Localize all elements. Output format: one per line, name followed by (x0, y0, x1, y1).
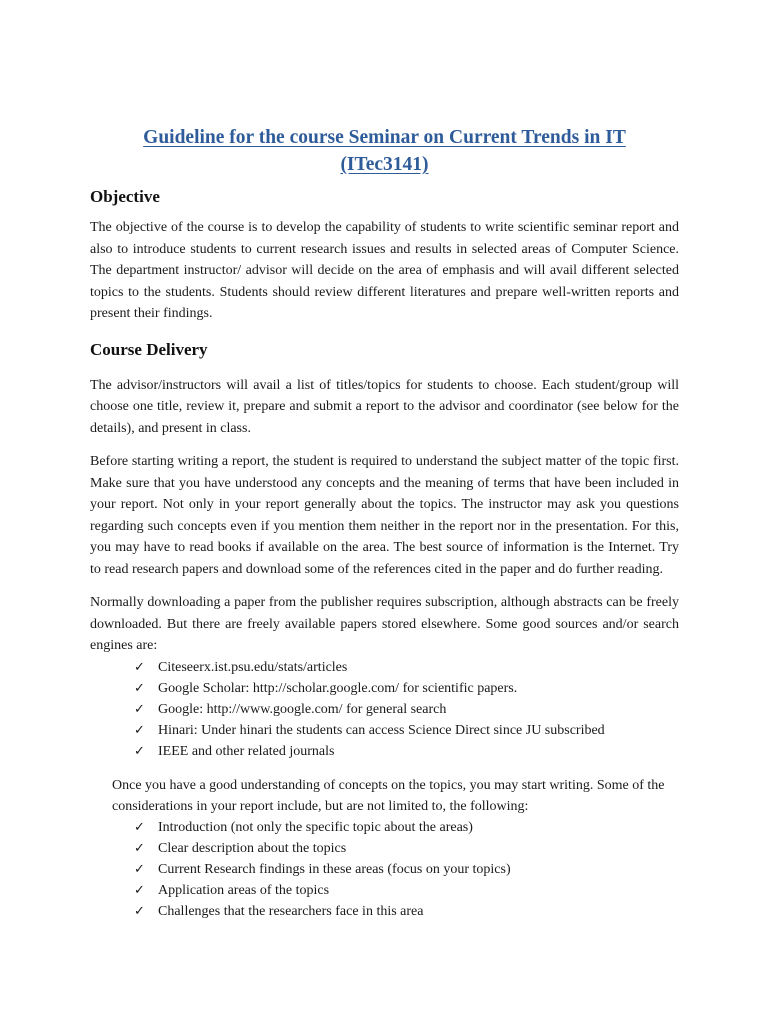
checkmark-icon: ✓ (134, 903, 145, 919)
title-line-1: Guideline for the course Seminar on Current Trends in IT (143, 127, 626, 148)
objective-heading: Objective (90, 187, 160, 206)
list-item: ✓ Citeseerx.ist.psu.edu/stats/articles (134, 657, 679, 678)
list-item: ✓ Clear description about the topics (134, 838, 679, 859)
delivery-paragraph-4: Once you have a good understanding of concepts on the topics, you may start writing. Some of the considerations in your report include, but are not limited to, the following: (112, 777, 665, 814)
document-title (90, 124, 679, 178)
list-item: ✓ Google Scholar: http://scholar.google.com/ for scientific papers. (134, 678, 679, 699)
objective-paragraph: The objective of the course is to develop the capability of students to write scientific seminar report and also to introduce students to current research issues and results in selected areas of Computer Science. The department instructor/ advisor will decide on the area of emphasis and will avail different selected topics to the students. Students should review different literatures and prepare well-written reports and present their findings. (90, 220, 679, 321)
checkmark-icon: ✓ (134, 819, 145, 835)
list-item: ✓ Application areas of the topics (134, 880, 679, 901)
checkmark-icon: ✓ (134, 701, 145, 717)
delivery-paragraph-2: Before starting writing a report, the student is required to understand the subject matter of the topic first. Make sure that you have understood any concepts and the meaning of terms that have been included in your report. Not only in your report generally about the topics. The instructor may ask you questions regarding such concepts even if you mention them neither in the report nor in the presentation. For this, you may have to read books if available on the area. The best source of information is the Internet. Try to read research papers and download some of the references cited in the paper and do further reading. (90, 454, 679, 577)
list-item: ✓ IEEE and other related journals (134, 741, 679, 762)
delivery-paragraph-3: Normally downloading a paper from the publisher requires subscription, although abstracts can be freely downloaded. But there are freely available papers stored elsewhere. Some good sources and/or search engines are: (90, 595, 679, 653)
checkmark-icon: ✓ (134, 861, 145, 877)
list-item: ✓ Google: http://www.google.com/ for general search (134, 699, 679, 720)
checkmark-icon: ✓ (134, 680, 145, 696)
checkmark-icon: ✓ (134, 659, 145, 675)
checkmark-icon: ✓ (134, 840, 145, 856)
list-item: ✓ Hinari: Under hinari the students can access Science Direct since JU subscribed (134, 720, 679, 741)
course-delivery-heading: Course Delivery (90, 339, 208, 359)
sources-list (90, 657, 679, 762)
checkmark-icon: ✓ (134, 743, 145, 759)
title-line-2: (ITec3141) (340, 154, 429, 175)
checkmark-icon: ✓ (134, 722, 145, 738)
delivery-paragraph-1: The advisor/instructors will avail a list of titles/topics for students to choose. Each student/group will choose one title, review it, prepare and submit a report to the advisor and coordinator (see below for the details), and present in class. (90, 377, 679, 436)
list-item: ✓ Current Research findings in these areas (focus on your topics) (134, 859, 679, 880)
checkmark-icon: ✓ (134, 882, 145, 898)
considerations-list (90, 817, 679, 922)
list-item: ✓ Introduction (not only the specific topic about the areas) (134, 817, 679, 838)
list-item: ✓ Challenges that the researchers face in this area (134, 901, 679, 922)
